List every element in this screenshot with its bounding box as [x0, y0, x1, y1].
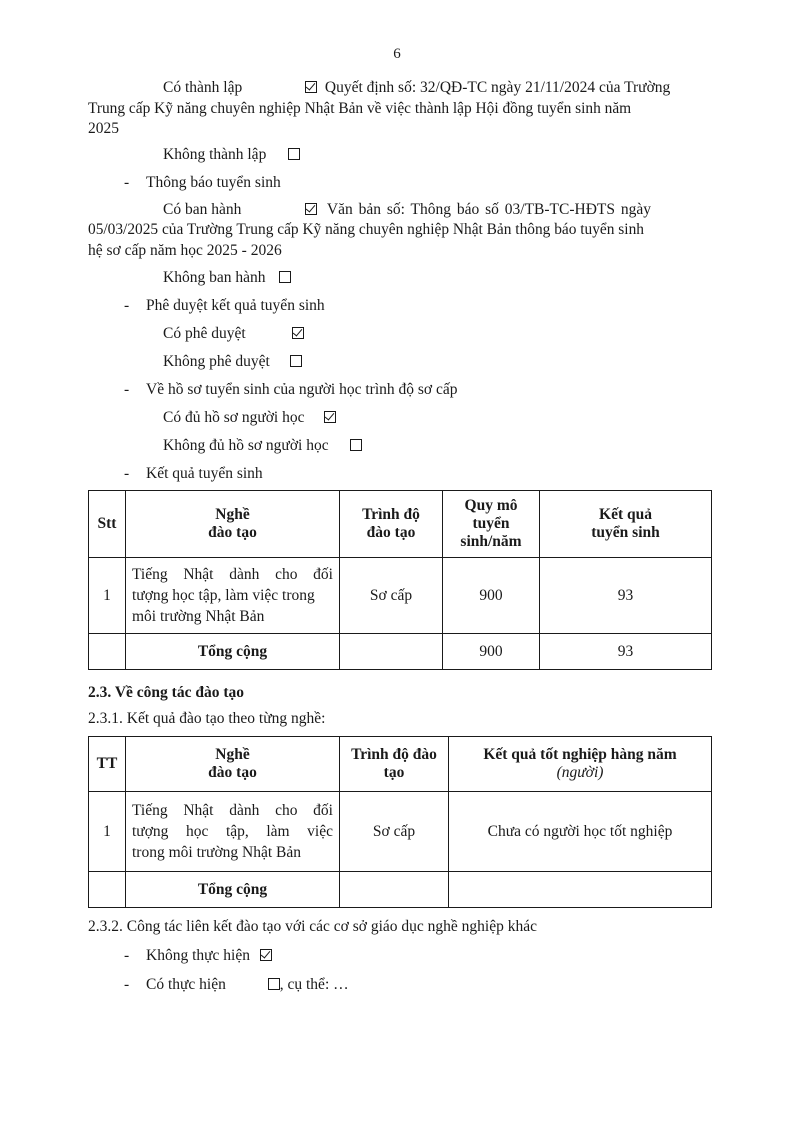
training-sub1-heading: 2.3.1. Kết quả đào tạo theo từng nghề:	[88, 710, 326, 727]
col-level-l1: Trình độ	[362, 506, 420, 523]
training-table-header	[89, 737, 712, 792]
established-label: Có thành lập	[163, 79, 243, 96]
col-result	[540, 491, 712, 558]
col-result-l1: Kết quả	[599, 506, 652, 523]
col-training-level-l2: tạo	[383, 764, 405, 781]
enrollment-table	[88, 490, 712, 670]
results-heading-row	[124, 465, 263, 483]
col-training-result	[449, 737, 712, 792]
training-row-major	[126, 792, 340, 872]
announcement-doc-text-1: Văn bản số: Thông báo số 03/TB-TC-HĐTS ngày	[326, 201, 651, 218]
col-stt: Stt	[89, 491, 126, 558]
done-suffix: , cụ thể: …	[279, 976, 349, 993]
training-table	[88, 736, 712, 908]
done-checkbox[interactable]	[268, 978, 280, 990]
training-row-result: Chưa có người học tốt nghiệp	[449, 792, 712, 872]
approval-heading: Phê duyệt kết quả tuyển sinh	[146, 297, 325, 314]
row-result: 93	[540, 558, 712, 634]
training-total-label: Tổng cộng	[126, 872, 340, 908]
not-approved-option	[163, 353, 302, 371]
row-major-l1: Tiếng Nhật dành cho đối	[132, 566, 333, 583]
decision-line-3: 2025	[88, 120, 119, 137]
records-incomplete-label: Không đủ hồ sơ người học	[163, 437, 329, 454]
decision-line-1	[303, 79, 670, 97]
decision-line-2: Trung cấp Kỹ năng chuyên nghiệp Nhật Bản về việc thành lập Hội đồng tuyển sinh năm	[88, 100, 632, 117]
row-major-l3: môi trường Nhật Bản	[132, 608, 265, 625]
not-approved-checkbox[interactable]	[290, 355, 302, 367]
col-training-level-l1: Trình độ đào	[351, 746, 437, 763]
col-training-major-l1: Nghề	[215, 746, 250, 763]
not-done-option	[124, 947, 272, 965]
col-training-result-l1: Kết quả tốt nghiệp hàng năm	[483, 746, 677, 763]
announcement-doc-line-3: hệ sơ cấp năm học 2025 - 2026	[88, 242, 282, 259]
not-established-checkbox[interactable]	[288, 148, 300, 160]
col-result-l2: tuyển sinh	[591, 524, 660, 541]
col-level-l2: đào tạo	[366, 524, 416, 541]
training-row-tt: 1	[89, 792, 126, 872]
training-row-major-l3: trong môi trường Nhật Bản	[132, 844, 301, 861]
issued-checkbox[interactable]	[305, 203, 317, 215]
records-heading: Về hồ sơ tuyển sinh của người học trình độ sơ cấp	[146, 381, 458, 398]
records-complete-option	[163, 409, 336, 427]
dash-bullet: -	[124, 947, 130, 964]
dash-bullet: -	[124, 465, 130, 482]
announcement-heading-row	[124, 174, 281, 192]
row-major	[126, 558, 340, 634]
done-option	[124, 976, 349, 994]
col-training-level	[340, 737, 449, 792]
col-training-major	[126, 737, 340, 792]
established-checkbox[interactable]	[305, 81, 317, 93]
results-heading: Kết quả tuyển sinh	[146, 465, 263, 482]
not-issued-label: Không ban hành	[163, 269, 266, 286]
total-label: Tổng cộng	[126, 634, 340, 670]
records-complete-label: Có đủ hồ sơ người học	[163, 409, 305, 426]
approved-checkbox[interactable]	[292, 327, 304, 339]
not-issued-option	[163, 269, 291, 287]
training-row-major-l2: tượng học tập, làm việc	[132, 823, 333, 840]
col-scale-l2: tuyển	[472, 515, 510, 532]
col-major-l2: đào tạo	[208, 524, 257, 541]
training-row-major-l1: Tiếng Nhật dành cho đối	[132, 802, 333, 819]
col-major	[126, 491, 340, 558]
training-total-level-empty	[340, 872, 449, 908]
col-scale-l3: sinh/năm	[460, 533, 522, 550]
not-done-checkbox[interactable]	[260, 949, 272, 961]
total-level-empty	[340, 634, 443, 670]
total-result: 93	[540, 634, 712, 670]
table-row	[89, 792, 712, 872]
total-scale: 900	[443, 634, 540, 670]
approved-label: Có phê duyệt	[163, 325, 246, 342]
training-total-result-empty	[449, 872, 712, 908]
not-issued-checkbox[interactable]	[279, 271, 291, 283]
done-label: Có thực hiện	[146, 976, 226, 993]
approval-heading-row	[124, 297, 325, 315]
dash-bullet: -	[124, 381, 130, 398]
training-section-heading: 2.3. Về công tác đào tạo	[88, 684, 244, 701]
total-row	[89, 872, 712, 908]
not-done-label: Không thực hiện	[146, 947, 250, 964]
total-empty-cell	[89, 634, 126, 670]
issued-label: Có ban hành	[163, 201, 242, 218]
table-row	[89, 558, 712, 634]
records-incomplete-option	[163, 437, 362, 455]
training-total-empty	[89, 872, 126, 908]
col-tt: TT	[89, 737, 126, 792]
row-scale: 900	[443, 558, 540, 634]
col-level	[340, 491, 443, 558]
col-training-major-l2: đào tạo	[208, 764, 257, 781]
not-established-label: Không thành lập	[163, 146, 267, 163]
row-major-l2: tượng học tập, làm việc trong	[132, 587, 315, 604]
page-number: 6	[393, 46, 401, 62]
dash-bullet: -	[124, 297, 130, 314]
approved-option	[163, 325, 304, 343]
not-established-option	[163, 146, 300, 164]
dash-bullet: -	[124, 976, 130, 993]
announcement-heading: Thông báo tuyển sinh	[146, 174, 281, 191]
training-row-level: Sơ cấp	[340, 792, 449, 872]
announcement-doc-line-2: 05/03/2025 của Trường Trung cấp Kỹ năng chuyên nghiệp Nhật Bản thông báo tuyển sinh	[88, 221, 644, 238]
row-level: Sơ cấp	[340, 558, 443, 634]
col-scale	[443, 491, 540, 558]
records-complete-checkbox[interactable]	[324, 411, 336, 423]
established-option	[163, 79, 242, 97]
col-training-result-l2: (người)	[556, 764, 604, 781]
total-row	[89, 634, 712, 670]
col-major-l1: Nghề	[215, 506, 250, 523]
not-approved-label: Không phê duyệt	[163, 353, 270, 370]
training-sub2-heading: 2.3.2. Công tác liên kết đào tạo với các cơ sở giáo dục nghề nghiệp khác	[88, 918, 537, 935]
announcement-doc-line-1	[303, 201, 651, 219]
row-stt: 1	[89, 558, 126, 634]
records-heading-row	[124, 381, 458, 399]
records-incomplete-checkbox[interactable]	[350, 439, 362, 451]
decision-text-1: Quyết định số: 32/QĐ-TC ngày 21/11/2024 của Trường	[324, 79, 671, 96]
enrollment-table-header	[89, 491, 712, 558]
dash-bullet: -	[124, 174, 130, 191]
col-scale-l1: Quy mô	[464, 497, 518, 514]
